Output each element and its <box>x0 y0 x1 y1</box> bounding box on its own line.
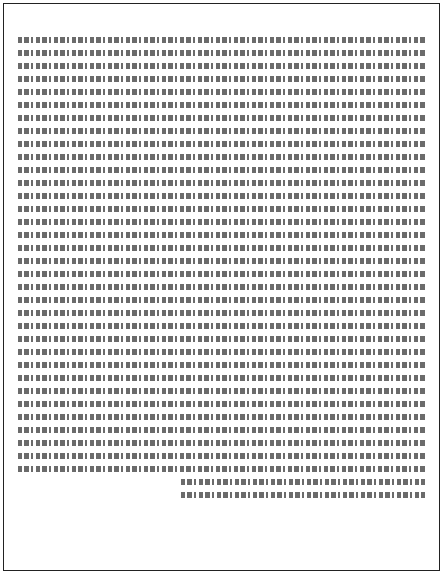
body-line <box>18 125 425 138</box>
body-line <box>18 281 425 294</box>
body-line <box>18 346 425 359</box>
body-line <box>18 138 425 151</box>
body-line <box>18 372 425 385</box>
body-line <box>18 99 425 112</box>
body-line <box>18 320 425 333</box>
body-line <box>18 424 425 437</box>
notice-title <box>4 10 439 32</box>
body-line <box>18 398 425 411</box>
notice-body <box>18 34 425 502</box>
body-line <box>18 268 425 281</box>
body-line <box>18 164 425 177</box>
body-line <box>18 216 425 229</box>
body-line <box>18 385 425 398</box>
body-line <box>18 463 425 476</box>
body-line <box>18 151 425 164</box>
body-line <box>18 229 425 242</box>
body-line <box>18 411 425 424</box>
body-line <box>18 190 425 203</box>
body-line <box>18 242 425 255</box>
body-line <box>18 60 425 73</box>
body-line <box>18 294 425 307</box>
publication-line <box>18 489 425 502</box>
body-line <box>18 203 425 216</box>
body-line <box>18 255 425 268</box>
body-line <box>18 47 425 60</box>
body-line <box>18 437 425 450</box>
body-line <box>18 307 425 320</box>
body-line <box>18 359 425 372</box>
body-line <box>18 34 425 47</box>
body-line <box>18 73 425 86</box>
body-line <box>18 450 425 463</box>
body-line <box>18 333 425 346</box>
body-line <box>18 112 425 125</box>
body-line <box>18 476 425 489</box>
body-line <box>18 86 425 99</box>
body-line <box>18 177 425 190</box>
auction-notice <box>3 3 440 571</box>
